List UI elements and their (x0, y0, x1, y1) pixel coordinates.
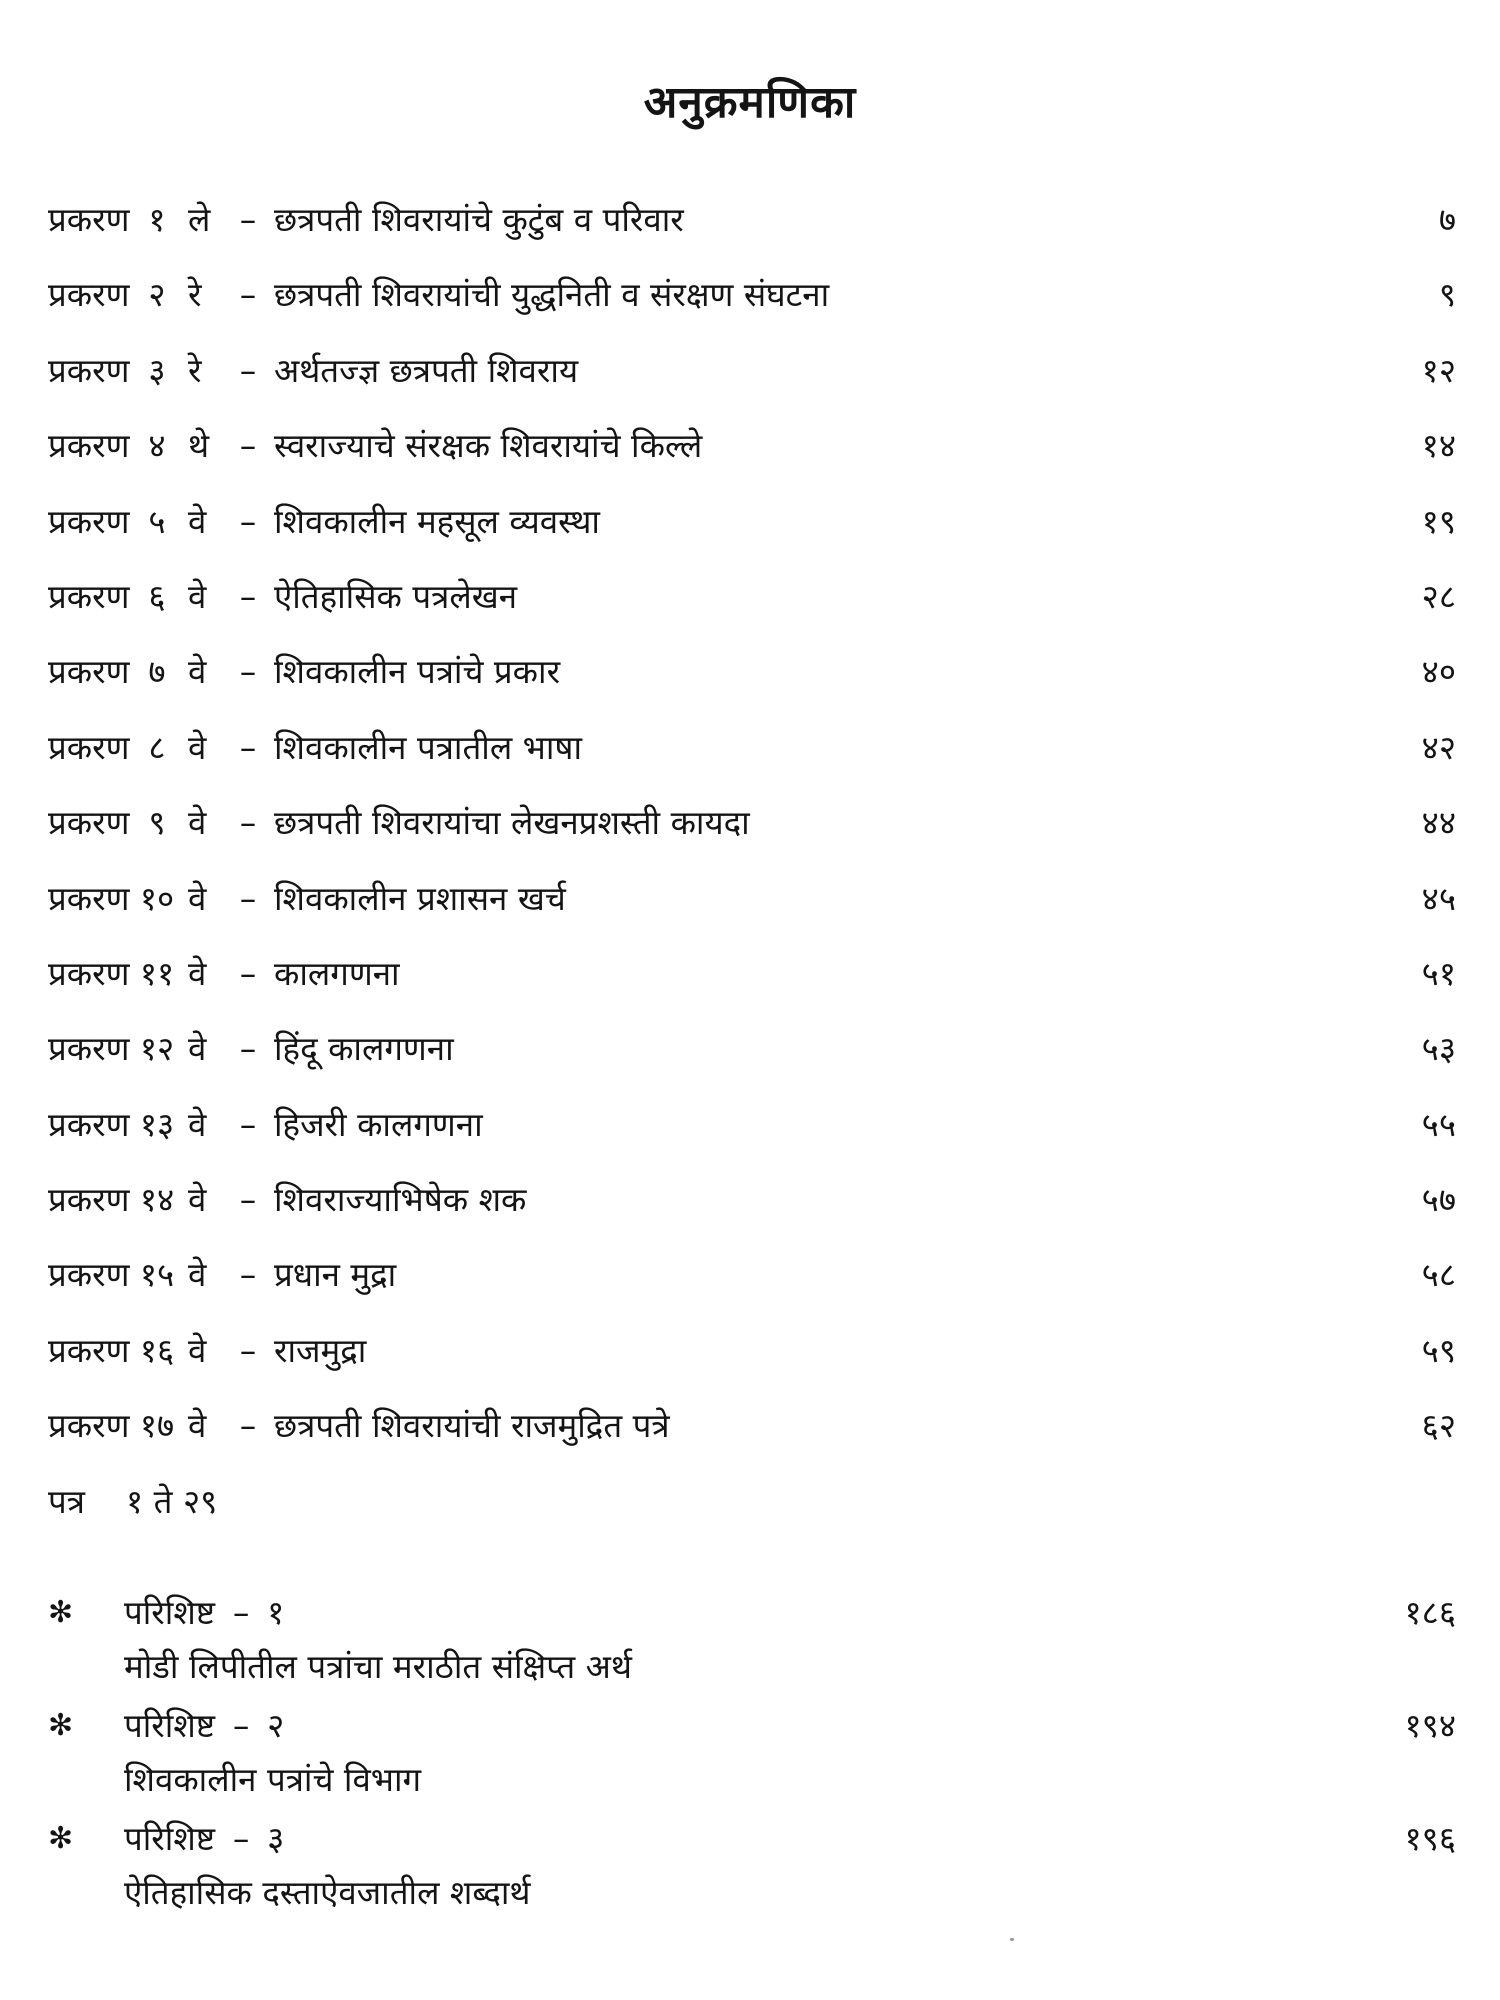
chapter-ordinal-suffix: वे (188, 652, 207, 692)
chapter-dash: – (239, 350, 257, 390)
chapter-title: शिवराज्याभिषेक शक (274, 1180, 527, 1220)
chapter-page-number: १९ (1421, 501, 1456, 541)
chapter-page-number: ५१ (1421, 953, 1456, 993)
chapter-row (48, 944, 1456, 1019)
chapter-ordinal-suffix: वे (188, 1104, 207, 1144)
chapter-number: १० (139, 878, 175, 918)
chapter-number: ७ (148, 652, 166, 692)
chapter-number: ५ (148, 501, 166, 541)
appendix-description: शिवकालीन पत्रांचे विभाग (124, 1760, 422, 1799)
chapter-row (48, 793, 1456, 868)
chapter-dash: – (239, 501, 257, 541)
chapter-dash: – (239, 1029, 257, 1069)
chapter-page-number: ५९ (1421, 1330, 1456, 1370)
appendix-list (48, 1585, 1456, 1924)
chapter-label: प्रकरण (48, 803, 130, 843)
page-title: अनुक्रमणिका (643, 77, 857, 128)
chapter-number: १६ (139, 1330, 175, 1370)
chapter-dash: – (239, 803, 257, 843)
chapter-row (48, 1170, 1456, 1245)
chapter-label: प्रकरण (48, 652, 130, 692)
chapter-page-number: ५८ (1421, 1255, 1456, 1295)
chapter-label: प्रकरण (48, 1180, 130, 1220)
chapter-ordinal-suffix: वे (188, 576, 207, 616)
chapter-page-number: १२ (1421, 350, 1456, 390)
asterisk-icon: ✻ (48, 1595, 74, 1630)
chapter-row (48, 265, 1456, 340)
chapter-ordinal-suffix: वे (188, 953, 207, 993)
chapter-label: प्रकरण (48, 1406, 130, 1446)
appendix-dash: – (232, 1706, 250, 1745)
chapter-number: ४ (148, 426, 166, 466)
chapter-label: प्रकरण (48, 1029, 130, 1069)
appendix-dash: – (232, 1819, 250, 1858)
chapter-number: ३ (148, 350, 166, 390)
chapter-page-number: ५३ (1421, 1029, 1456, 1069)
appendix-item (48, 1698, 1456, 1811)
chapter-label: प्रकरण (48, 953, 130, 993)
chapter-dash: – (239, 576, 257, 616)
chapter-row (48, 1245, 1456, 1320)
chapter-dash: – (239, 275, 257, 315)
chapter-number: ११ (139, 953, 175, 993)
chapter-label: प्रकरण (48, 727, 130, 767)
appendix-label: परिशिष्ट (124, 1819, 216, 1858)
chapter-dash: – (239, 426, 257, 466)
chapter-label: प्रकरण (48, 576, 130, 616)
chapter-dash: – (239, 953, 257, 993)
chapter-row (48, 1396, 1456, 1471)
chapter-dash: – (239, 1406, 257, 1446)
chapter-rows (48, 190, 1456, 1472)
appendix-description: ऐतिहासिक दस्ताऐवजातील शब्दार्थ (124, 1873, 531, 1912)
chapter-row (48, 416, 1456, 491)
appendix-number: १ (267, 1593, 285, 1632)
chapter-number: १५ (139, 1255, 175, 1295)
chapter-row (48, 1019, 1456, 1094)
chapter-row (48, 1095, 1456, 1170)
appendix-label: परिशिष्ट (124, 1593, 216, 1632)
chapter-title: शिवकालीन पत्रांचे प्रकार (274, 652, 561, 692)
appendix-heading (124, 1811, 284, 1867)
chapter-label: प्रकरण (48, 878, 130, 918)
chapter-title: छत्रपती शिवरायांची राजमुद्रित पत्रे (274, 1406, 670, 1446)
chapter-ordinal-suffix: रे (188, 275, 202, 315)
chapter-ordinal-suffix: रे (188, 350, 202, 390)
chapter-row (48, 341, 1456, 416)
chapter-ordinal-suffix: वे (188, 727, 207, 767)
chapter-ordinal-suffix: वे (188, 1255, 207, 1295)
letters-range: १ ते २९ (126, 1481, 218, 1521)
asterisk-icon: ✻ (48, 1708, 74, 1743)
chapter-label: प्रकरण (48, 275, 130, 315)
chapter-row (48, 718, 1456, 793)
chapter-ordinal-suffix: वे (188, 878, 207, 918)
appendix-page-number: १८६ (1404, 1593, 1456, 1632)
chapter-number: १३ (139, 1104, 175, 1144)
appendix-heading (124, 1698, 284, 1754)
chapter-title: शिवकालीन प्रशासन खर्च (274, 878, 566, 918)
chapter-number: ९ (148, 803, 166, 843)
chapter-title: शिवकालीन महसूल व्यवस्था (274, 501, 600, 541)
letters-label: पत्र (48, 1481, 85, 1521)
chapter-row (48, 1321, 1456, 1396)
asterisk-icon: ✻ (48, 1821, 74, 1856)
chapter-dash: – (239, 1180, 257, 1220)
chapter-dash: – (239, 1104, 257, 1144)
chapter-label: प्रकरण (48, 1104, 130, 1144)
chapter-title: छत्रपती शिवरायांचा लेखनप्रशस्ती कायदा (274, 803, 750, 843)
chapter-number: १४ (139, 1180, 175, 1220)
chapter-dash: – (239, 727, 257, 767)
chapter-ordinal-suffix: थे (188, 426, 210, 466)
chapter-number: २ (148, 275, 166, 315)
appendix-page-number: १९४ (1404, 1706, 1456, 1745)
chapter-ordinal-suffix: वे (188, 1180, 207, 1220)
chapter-page-number: ४२ (1421, 727, 1456, 767)
print-speck (1010, 1938, 1014, 1941)
chapter-ordinal-suffix: वे (188, 1406, 207, 1446)
chapter-label: प्रकरण (48, 501, 130, 541)
chapter-label: प्रकरण (48, 1330, 130, 1370)
letters-range-row (48, 1472, 1456, 1532)
chapter-number: ८ (148, 727, 166, 767)
chapter-title: स्वराज्याचे संरक्षक शिवरायांचे किल्ले (274, 426, 703, 466)
chapter-page-number: ४० (1421, 652, 1456, 692)
chapter-page-number: ५७ (1421, 1180, 1456, 1220)
chapter-dash: – (239, 652, 257, 692)
chapter-title: छत्रपती शिवरायांचे कुटुंब व परिवार (274, 200, 684, 239)
chapter-ordinal-suffix: वे (188, 1330, 207, 1370)
appendix-dash: – (232, 1593, 250, 1632)
chapter-list (48, 190, 1456, 1532)
chapter-label: प्रकरण (48, 200, 130, 239)
chapter-row (48, 869, 1456, 944)
appendix-item (48, 1585, 1456, 1698)
chapter-page-number: ४५ (1421, 878, 1456, 918)
chapter-dash: – (239, 1330, 257, 1370)
chapter-label: प्रकरण (48, 426, 130, 466)
chapter-title: प्रधान मुद्रा (274, 1255, 397, 1295)
appendix-number: २ (267, 1706, 285, 1745)
chapter-ordinal-suffix: ले (188, 200, 211, 239)
chapter-title: हिजरी कालगणना (274, 1104, 483, 1144)
chapter-dash: – (239, 200, 257, 239)
chapter-number: १ (148, 200, 166, 239)
appendix-label: परिशिष्ट (124, 1706, 216, 1745)
chapter-ordinal-suffix: वे (188, 1029, 207, 1069)
appendix-description: मोडी लिपीतील पत्रांचा मराठीत संक्षिप्त अर्थ (124, 1647, 632, 1686)
chapter-page-number: ४४ (1421, 803, 1456, 843)
chapter-row (48, 492, 1456, 567)
appendix-number: ३ (267, 1819, 285, 1858)
appendix-item (48, 1811, 1456, 1924)
chapter-page-number: १४ (1421, 426, 1456, 466)
chapter-page-number: ७ (1438, 200, 1456, 239)
chapter-title: राजमुद्रा (274, 1330, 367, 1370)
appendix-heading (124, 1585, 284, 1641)
chapter-title: हिंदू कालगणना (274, 1029, 454, 1069)
appendix-page-number: १९६ (1404, 1819, 1456, 1858)
chapter-label: प्रकरण (48, 1255, 130, 1295)
chapter-ordinal-suffix: वे (188, 501, 207, 541)
chapter-number: १७ (139, 1406, 175, 1446)
chapter-label: प्रकरण (48, 350, 130, 390)
chapter-row (48, 190, 1456, 265)
chapter-title: अर्थतज्ज्ञ छत्रपती शिवराय (274, 350, 579, 390)
chapter-title: कालगणना (274, 953, 400, 993)
chapter-row (48, 642, 1456, 717)
chapter-number: ६ (148, 576, 166, 616)
chapter-ordinal-suffix: वे (188, 803, 207, 843)
chapter-row (48, 567, 1456, 642)
chapter-title: शिवकालीन पत्रातील भाषा (274, 727, 583, 767)
chapter-dash: – (239, 1255, 257, 1295)
chapter-page-number: ५५ (1421, 1104, 1456, 1144)
chapter-title: छत्रपती शिवरायांची युद्धनिती व संरक्षण संघटना (274, 275, 830, 315)
chapter-page-number: ६२ (1421, 1406, 1456, 1446)
chapter-page-number: ९ (1438, 275, 1456, 315)
chapter-number: १२ (139, 1029, 175, 1069)
chapter-title: ऐतिहासिक पत्रलेखन (274, 576, 518, 616)
chapter-page-number: २८ (1421, 576, 1456, 616)
chapter-dash: – (239, 878, 257, 918)
